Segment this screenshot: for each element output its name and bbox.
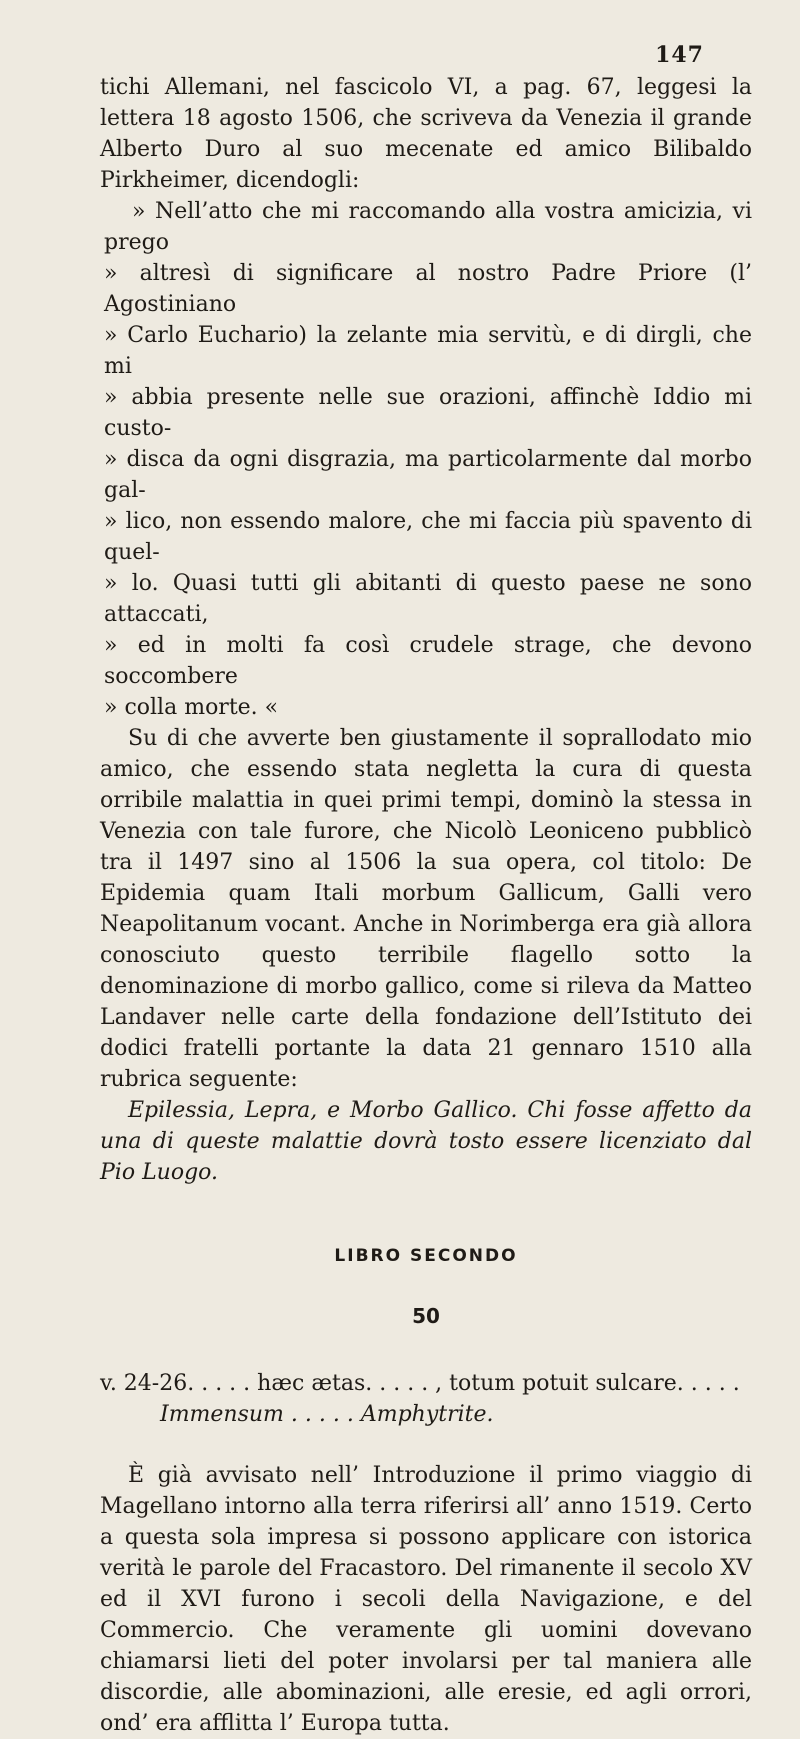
section-number: 50	[412, 1304, 440, 1328]
quoted-letter	[100, 196, 752, 723]
closing-paragraph: È già avvisato nell’ Introduzione il primo viaggio di Magellano intorno alla terra riferirsi all’ anno 1519. Certo a questa sola impresa si possono applicare con istorica verità le parole del Fracastoro. Del rimanente il secolo XV ed il XVI furono i secoli della Navigazione, e del Commercio. Che veramente gli uomini dovevano chiamarsi lieti del poter involarsi per tal maniera alle discordie, alle abominazioni, alle eresie, ed agli orrori, ond’ era afflitta l’ Europa tutta.	[100, 1463, 752, 1736]
quote-line: » Nell’atto che mi raccomando alla vostra amicizia, vi prego	[104, 199, 752, 255]
quote-line: » lico, non essendo malore, che mi faccia più spavento di quel-	[104, 509, 752, 565]
quote-line: » ed in molti fa così crudele strage, che devono soccombere	[104, 633, 752, 689]
quote-line: » colla morte. «	[104, 695, 279, 720]
quote-line: » Carlo Euchario) la zelante mia servitù, e di dirgli, che mi	[104, 323, 752, 379]
verse-line-2: Immensum . . . . . Amphytrite.	[160, 1402, 494, 1427]
intro-paragraph: tichi Allemani, nel fascicolo VI, a pag. 67, leggesi la lettera 18 agosto 1506, che scriveva da Venezia il grande Alberto Duro al suo mecenate ed amico Bilibaldo Pirkheimer, dicendogli:	[100, 75, 752, 193]
italic-rubric: Epilessia, Lepra, e Morbo Gallico. Chi fosse affetto da una di queste malattie dovrà tosto essere licenziato dal Pio Luogo.	[100, 1098, 752, 1185]
quote-line: » disca da ogni disgrazia, ma particolarmente dal morbo gal-	[104, 447, 752, 503]
page-number: 147	[655, 42, 704, 68]
commentary-paragraph: Su di che avverte ben giustamente il soprallodato mio amico, che essendo stata negletta la cura di questa orribile malattia in quei primi tempi, dominò la stessa in Venezia con tale furore, che Nicolò Leoniceno pubblicò tra il 1497 sino al 1506 la sua opera, col titolo: De Epidemia quam Itali morbum Gallicum, Galli vero Neapolitanum vocant. Anche in Norimberga era già allora conosciuto questo terribile flagello sotto la denominazione di morbo gallico, come si rileva da Matteo Landaver nelle carte della fondazione dell’Istituto dei dodici fratelli portante la data 21 gennaro 1510 alla rubrica seguente:	[100, 726, 752, 1092]
verse-citation	[100, 1368, 752, 1430]
quote-line: » altresì di significare al nostro Padre Priore (l’ Agostiniano	[104, 261, 752, 317]
quote-line: » lo. Quasi tutti gli abitanti di questo paese ne sono attaccati,	[104, 571, 752, 627]
quote-line: » abbia presente nelle sue orazioni, affinchè Iddio mi custo-	[104, 385, 752, 441]
section-title: LIBRO SECONDO	[334, 1246, 518, 1266]
verse-line-1: v. 24-26. . . . . hæc ætas. . . . . , totum potuit sulcare. . . . .	[100, 1371, 740, 1396]
